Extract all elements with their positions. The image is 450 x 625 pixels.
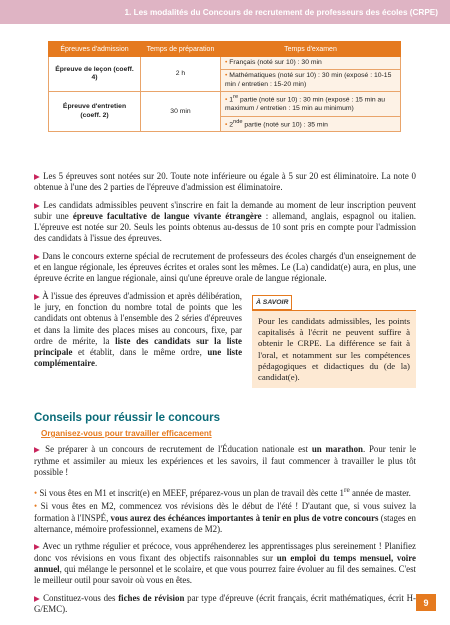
exam-item: • Français (noté sur 10) : 30 min bbox=[221, 57, 401, 70]
subsection-title: Organisez-vous pour travailler efficacement bbox=[41, 428, 212, 438]
paragraph: ▶ Dans le concours externe spécial de recrutement de professeurs des écoles chargés d'un enseignement de et en langue régionale, les épreuves écrites et orales sont les mêmes. Le (La) candidat(e) aura, en plus, une épreuve écrite en langue régionale, ainsi qu'une épreuve orale de langue régionale. bbox=[34, 250, 416, 284]
triangle-bullet-icon: ▶ bbox=[34, 542, 41, 552]
two-column-block bbox=[34, 291, 416, 401]
paragraph: ▶ Les candidats admissibles peuvent s'inscrire en fait la demande au moment de leur inscription peuvent subir une épreuve facultative de langue vivante étrangère : allemand, anglais, espagnol ou italien. L'épreuve est notée sur 20. Seuls les points obtenus au-dessus de 10 sont pris en compte pour l'admission des candidats à l'issue des épreuves. bbox=[34, 199, 416, 244]
list-item: • Si vous êtes en M1 et inscrit(e) en MEEF, préparez-vous un plan de travail dès cette 1re année de master. bbox=[34, 485, 411, 499]
paragraph: ▶ Avec un rythme régulier et précoce, vous appréhenderez les apprentissages plus sereinement ! Planifiez donc vos révisions en vous fixant des objectifs raisonnables sur un emploi du temps mensuel, voire annuel, qui mélange le personnel et le scolaire, et que vous pourrez faire évoluer au fil des semaines. C'est le meilleur outil pour savoir où vous en êtes. bbox=[34, 541, 416, 586]
triangle-bullet-icon: ▶ bbox=[34, 200, 41, 210]
triangle-bullet-icon: ▶ bbox=[34, 593, 41, 603]
column-header-epreuves: Épreuves d'admission bbox=[49, 42, 141, 57]
page-number: 9 bbox=[416, 594, 436, 611]
column-header-preparation: Temps de préparation bbox=[141, 42, 221, 57]
triangle-bullet-icon: ▶ bbox=[34, 251, 40, 261]
paragraph: ▶ Constituez-vous des fiches de révision par type d'épreuve (écrit français, écrit mathématiques, écrit H-G/EMC). bbox=[34, 592, 416, 614]
epreuve-lecon-cell: Épreuve de leçon (coeff. 4) bbox=[49, 57, 141, 92]
list-item: • Si vous êtes en M2, commencez vos révisions dès le début de l'été ! D'autant que, si vous suivez la formation à l'INSPÉ, vous aurez des échéances importantes à tenir en plus de votre concours (stages en alternance, mémoire professionnel, examens de M2). bbox=[34, 501, 417, 535]
table-row bbox=[49, 92, 401, 116]
triangle-bullet-icon: ▶ bbox=[34, 172, 41, 181]
paragraph: ▶ Se préparer à un concours de recrutement de l'Éducation nationale est un marathon. Pour tenir le rythme et assimiler au mieux les expériences et les savoirs, il faut commencer à travailler le plus tôt possible ! bbox=[34, 444, 417, 477]
triangle-bullet-icon: ▶ bbox=[34, 291, 40, 301]
chapter-title: 1. Les modalités du Concours de recrutement de professeurs des écoles (CRPE) bbox=[124, 8, 438, 17]
chapter-header bbox=[0, 0, 450, 24]
paragraph: ▶ Les 5 épreuves sont notées sur 20. Toute note inférieure ou égale à 5 sur 20 est éliminatoire. La note 0 obtenue à l'une des 2 parties de l'épreuve d'admission est éliminatoire. bbox=[34, 171, 416, 193]
a-savoir-text: Pour les candidats admissibles, les points capitalisés à l'écrit ne peuvent suffire à obtenir le CRPE. La différence se fait à l'oral, et notamment sur les compétences pédagogiques et didactiques du (de la) candidat(e). bbox=[252, 310, 416, 388]
dot-bullet-icon: • bbox=[34, 488, 38, 499]
a-savoir-title: À SAVOIR bbox=[252, 295, 292, 310]
exam-item: • 1re partie (noté sur 10) : 30 min (exposé : 15 min au maximum / entretien : 15 min au minimum) bbox=[221, 92, 401, 116]
exam-item: • 2nde partie (noté sur 10) : 35 min bbox=[221, 116, 401, 132]
dot-bullet-icon: • bbox=[34, 501, 38, 512]
epreuve-entretien-cell: Épreuve d'entretien (coeff. 2) bbox=[49, 92, 141, 132]
preparation-cell: 30 min bbox=[141, 92, 221, 132]
exam-schedule-table bbox=[48, 41, 401, 132]
section-title: Conseils pour réussir le concours bbox=[34, 411, 220, 424]
preparation-cell: 2 h bbox=[141, 57, 221, 92]
exam-item: • Mathématiques (noté sur 10) : 30 min (exposé : 10-15 min / entretien : 15-20 min) bbox=[221, 70, 401, 92]
paragraph: ▶ À l'issue des épreuves d'admission et après délibération, le jury, en fonction du nombre total de points que les candidats ont obtenus à l'ensemble des 2 séries d'épreuves et dans la limite des places mises au concours, fixe, par ordre de mérite, la liste des candidats sur la liste principale et établit, dans le même ordre, une liste complémentaire. bbox=[34, 290, 243, 369]
column-header-examen: Temps d'examen bbox=[221, 42, 401, 57]
a-savoir-box bbox=[252, 295, 416, 389]
table-row bbox=[49, 57, 401, 70]
main-content bbox=[34, 171, 416, 621]
triangle-bullet-icon: ▶ bbox=[34, 445, 42, 455]
